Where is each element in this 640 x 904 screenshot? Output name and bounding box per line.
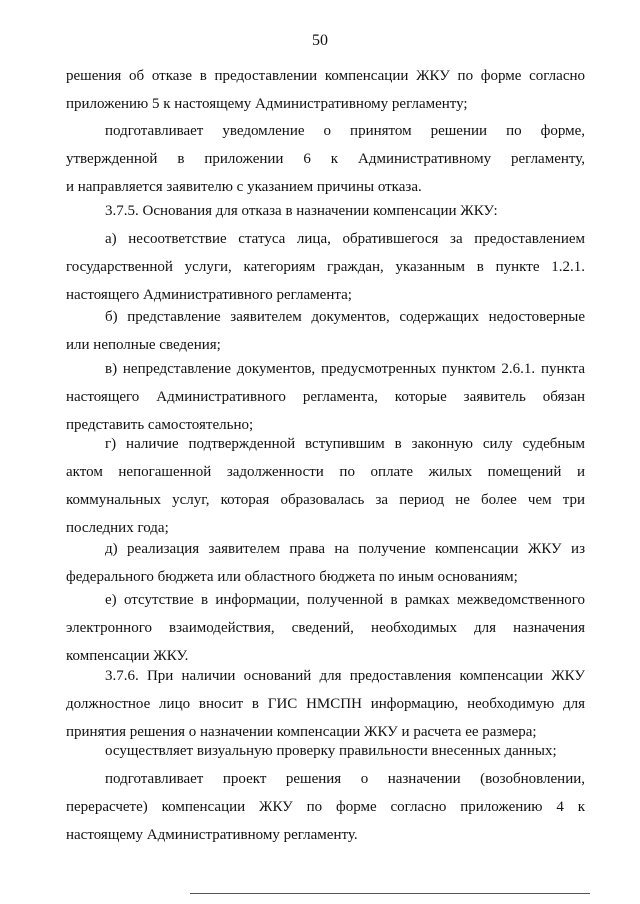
paragraph-item-b (66, 303, 585, 359)
text-line: компенсации ЖКУ. (66, 648, 189, 664)
text-line: б) представление заявителем документов, содержащих недостоверные (105, 309, 585, 325)
text-line: или неполные сведения; (66, 337, 221, 353)
text-line: в) непредставление документов, предусмотренных пунктом 2.6.1. пункта (105, 361, 585, 377)
paragraph-item-e (66, 586, 585, 670)
text-line: коммунальных услуг, которая образовалась за период не более чем три (66, 492, 585, 508)
text-line: решения об отказе в предоставлении компенсации ЖКУ по форме согласно (66, 68, 585, 84)
text-line: перерасчете) компенсации ЖКУ по форме согласно приложению 4 к (66, 799, 585, 815)
paragraph-3-7-5-heading (66, 197, 585, 225)
text-line: д) реализация заявителем права на получение компенсации ЖКУ из (105, 541, 585, 557)
page-number: 50 (312, 32, 328, 49)
text-line: утвержденной в приложении 6 к Административному регламенту, (66, 151, 585, 167)
text-line: 3.7.5. Основания для отказа в назначении компенсации ЖКУ: (105, 203, 498, 219)
text-line: приложению 5 к настоящему Административному регламенту; (66, 96, 468, 112)
paragraph-item-d (66, 535, 585, 591)
text-line: государственной услуги, категориям граждан, указанным в пункте 1.2.1. (66, 259, 585, 275)
text-line: последних года; (66, 520, 169, 536)
paragraph-item-a (66, 225, 585, 309)
paragraph-refusal-decision (66, 62, 585, 118)
paragraph-item-g (66, 430, 585, 542)
bottom-divider (190, 893, 590, 894)
text-line: е) отсутствие в информации, полученной в рамках межведомственного (105, 592, 585, 608)
text-line: подготавливает проект решения о назначении (возобновлении, (105, 771, 585, 787)
text-line: настоящего Административного регламента; (66, 287, 352, 303)
text-line: настоящего Административного регламента, которые заявитель обязан (66, 389, 585, 405)
text-line: 3.7.6. При наличии оснований для предоставления компенсации ЖКУ (105, 668, 585, 684)
paragraph-item-v (66, 355, 585, 439)
paragraph-notification (66, 117, 585, 201)
text-line: осуществляет визуальную проверку правильности внесенных данных; (105, 743, 557, 759)
text-line: электронного взаимодействия, сведений, необходимых для назначения (66, 620, 585, 636)
text-line: подготавливает уведомление о принятом решении по форме, (105, 123, 585, 139)
text-line: настоящему Административному регламенту. (66, 827, 358, 843)
text-line: федерального бюджета или областного бюджета по иным основаниям; (66, 569, 518, 585)
text-line: г) наличие подтвержденной вступившим в законную силу судебным (105, 436, 585, 452)
paragraph-visual-check (66, 737, 585, 765)
text-line: актом непогашенной задолженности по оплате жилых помещений и (66, 464, 585, 480)
text-line: должностное лицо вносит в ГИС НМСПН информацию, необходимую для (66, 696, 585, 712)
text-line: и направляется заявителю с указанием причины отказа. (66, 179, 422, 195)
text-line: представить самостоятельно; (66, 417, 254, 433)
paragraph-draft-decision (66, 765, 585, 849)
text-line: а) несоответствие статуса лица, обратившегося за предоставлением (105, 231, 585, 247)
text-line: принятия решения о назначении компенсации ЖКУ и расчета ее размера; (66, 724, 537, 740)
paragraph-3-7-6 (66, 662, 585, 746)
